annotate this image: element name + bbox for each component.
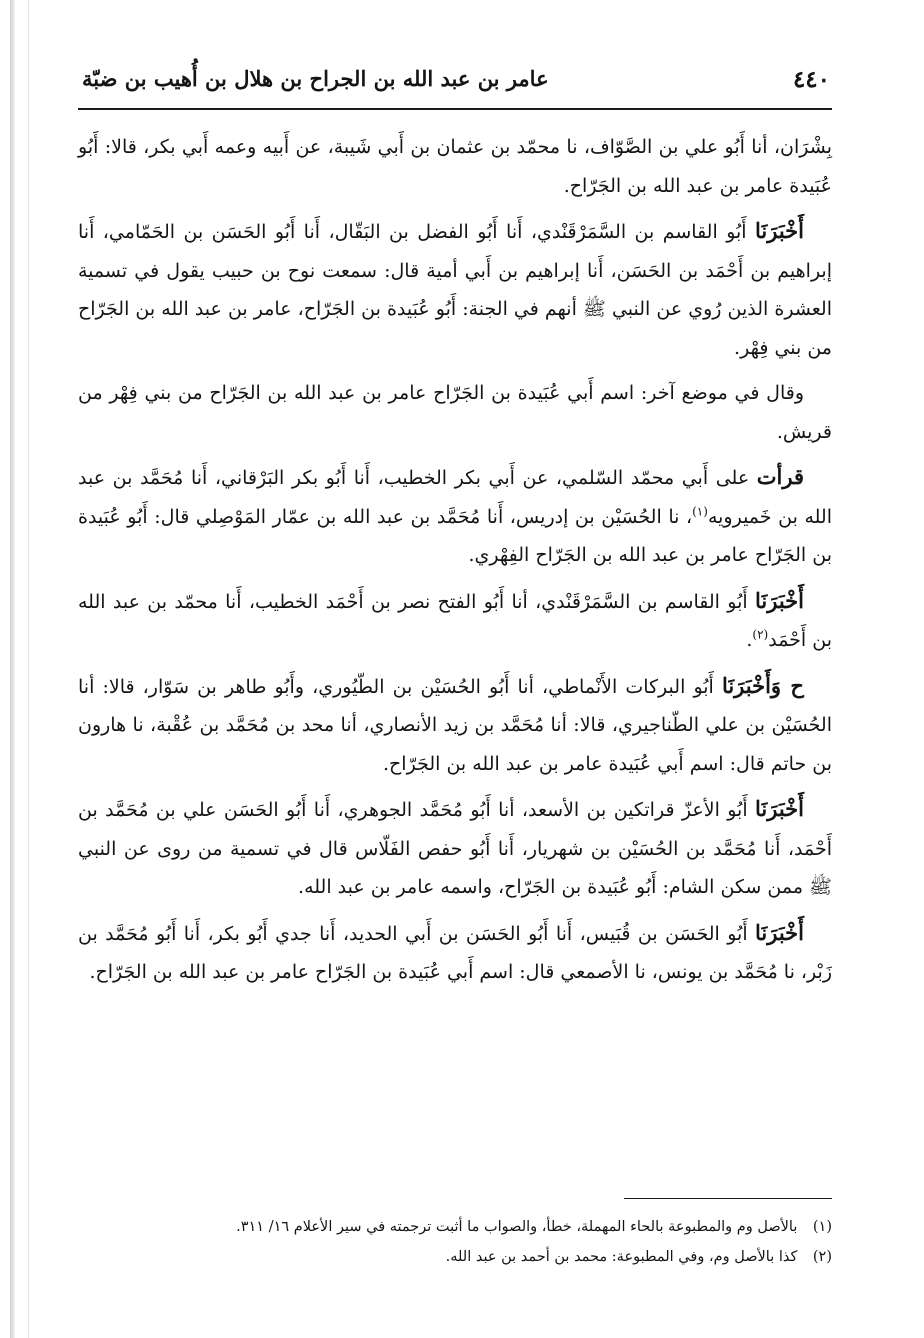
footnote-separator bbox=[624, 1198, 832, 1199]
paragraph-lead-word: أَخْبَرَنَا bbox=[755, 218, 804, 243]
scan-binding-shadow bbox=[10, 0, 15, 1338]
footnote-reference: (١) bbox=[692, 504, 708, 519]
paragraph-text: أَبُو الحَسَن بن قُبَيس، أَنا أَبُو الحَسَن بن أَبي الحديد، أَنا جدي أَبُو بكر، أَنا أَبُو مُحَمَّد بن زَبْر، نا مُحَمَّد بن يونس، نا الأصمعي قال: اسم أَبي عُبَيدة بن الجَرّاح عامر بن عبد الله بن الجَرّاح. bbox=[78, 922, 832, 983]
footnote-text: كذا بالأصل وم، وفي المطبوعة: محمد بن أحمد بن عبد الله. bbox=[445, 1249, 798, 1265]
paragraph bbox=[78, 128, 832, 205]
paragraph-lead-word: ح وَأَخْبَرَنَا bbox=[721, 672, 804, 698]
paragraph-text: . bbox=[746, 629, 753, 651]
page-number: ٤٤٠ bbox=[792, 66, 830, 93]
paragraph-text: أَبُو القاسم بن السَّمَرْقَنْدي، أَنا أَبُو الفضل بن البَقّال، أَنا أَبُو الحَسَن بن الحَمّامي، أَنا إبراهيم بن أَحْمَد بن الحَسَن، أَنا إبراهيم بن أَبي أمية قال: سمعت نوح بن حبيب يقول في تسمية العشرة الذين رُوي عن النبي ﷺ أنهم في الجنة: أَبُو عُبَيدة بن الجَرّاح، عامر بن عبد الله بن الجَرّاح من بني فِهْر. bbox=[78, 221, 832, 359]
paragraph bbox=[78, 582, 832, 660]
main-text bbox=[78, 128, 832, 992]
paragraph-text: وقال في موضع آخر: اسم أَبي عُبَيدة بن الجَرّاح عامر بن عبد الله بن الجَرّاح من بني فِهْر من قريش. bbox=[78, 382, 832, 443]
paragraph-text: ، نا الحُسَيْن بن إدريس، أَنا مُحَمَّد بن عبد الله بن عمّار المَوْصِلي قال: أَبُو عُبَيدة بن الجَرّاح عامر بن عبد الله بن الجَرّاح الفِهْري. bbox=[78, 505, 832, 566]
page-header bbox=[82, 62, 830, 106]
paragraph bbox=[78, 458, 832, 575]
paragraph-text: أَبُو البركات الأَنْماطي، أنا أَبُو الحُسَيْن بن الطّيُوري، وأَبُو طاهر بن سَوّار، قالا: أنا الحُسَيْن بن علي الطّناجيري، قالا: أنا مُحَمَّد بن زيد الأنصاري، أنا محد بن مُحَمَّد بن عُقْبة، نا هارون بن حاتم قال: اسم أَبي عُبَيدة عامر بن عبد الله بن الجَرّاح. bbox=[78, 675, 832, 775]
paragraph bbox=[78, 790, 832, 907]
paragraph-text: أَبُو القاسم بن السَّمَرْقَنْدي، أنا أَبُو الفتح نصر بن أَحْمَد الخطيب، أَنا محمّد بن عبد الله بن أَحْمَد bbox=[78, 590, 832, 651]
paragraph-text: على أَبي محمّد السّلمي، عن أَبي بكر الخطيب، أَنا أَبُو بكر البَرْقاني، أَنا مُحَمَّد بن عبد الله بن خَميرويه bbox=[78, 467, 832, 528]
footnote-reference: (٢) bbox=[752, 627, 769, 642]
scan-binding-line bbox=[28, 0, 29, 1338]
paragraph-text: بِشْرَان، أنا أَبُو علي بن الصَّوّاف، نا محمّد بن عثمان بن أَبي شَيبة، عن أَبيه وعمه أَبي بكر، قالا: أَبُو عُبَيدة عامر بن عبد الله بن الجَرّاح. bbox=[78, 136, 832, 197]
running-title: عامر بن عبد الله بن الجراح بن هلال بن أُهيب بن ضبّة bbox=[82, 66, 549, 91]
footnotes bbox=[78, 1212, 832, 1272]
footnote-text: بالأصل وم والمطبوعة بالحاء المهملة، خطأ، والصواب ما أثبت ترجمته في سير الأعلام ١٦/ ٣١١. bbox=[236, 1219, 798, 1235]
paragraph-text: أَبُو الأعزّ قراتكين بن الأسعد، أنا أَبُو مُحَمَّد الجوهري، أَنا أَبُو الحَسَن علي بن مُحَمَّد بن أَحْمَد، أَنا مُحَمَّد بن الحُسَيْن بن شهريار، أَنا أَبُو حفص الفَلّاس قال في تسمية من روى عن النبي ﷺ ممن سكن الشام: أَبُو عُبَيدة بن الجَرّاح، واسمه عامر بن عبد الله. bbox=[78, 799, 833, 898]
paragraph-lead-word: أَخْبَرَنَا bbox=[755, 587, 804, 613]
footnote bbox=[78, 1212, 832, 1242]
paragraph-lead-word: قرأت bbox=[756, 464, 804, 489]
paragraph bbox=[78, 667, 832, 784]
header-rule bbox=[78, 108, 832, 110]
paragraph bbox=[78, 374, 832, 451]
paragraph-lead-word: أَخْبَرَنَا bbox=[755, 919, 804, 945]
paragraph bbox=[78, 212, 832, 367]
paragraph-lead-word: أَخْبَرَنَا bbox=[755, 796, 804, 821]
paragraph bbox=[78, 914, 832, 992]
footnote-number: (١) bbox=[812, 1219, 832, 1235]
footnote bbox=[78, 1242, 832, 1272]
footnote-number: (٢) bbox=[812, 1249, 832, 1265]
